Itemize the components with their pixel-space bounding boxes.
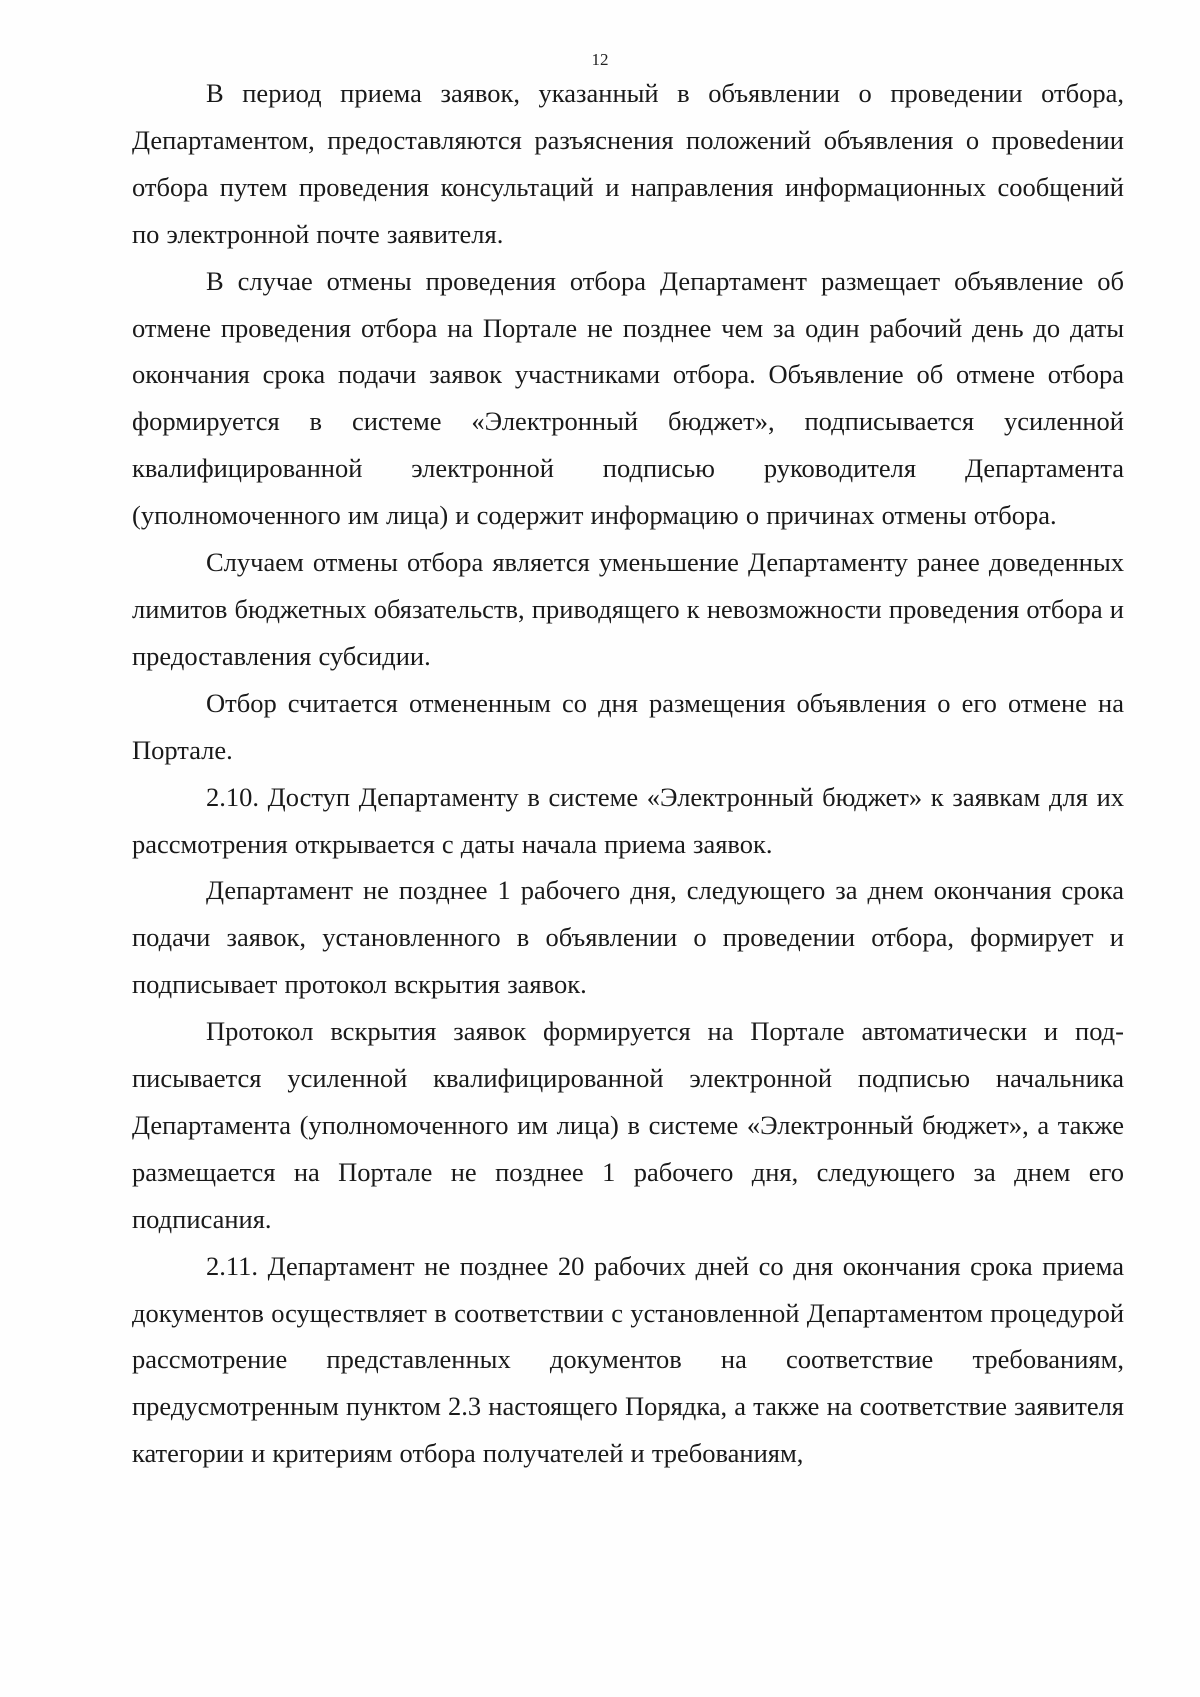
paragraph: В случае отмены проведения отбора Департамент размещает объявление об отмене проведения отбора на Портале не позднее чем за один рабочий день до даты окончания срока подачи заявок участниками отбора. Объявление об отмене отбора формируется в системе «Электронный бюджет», подписывается усиленной квалифицированной электронной подписью руководителя Департамента (уполномоченного им лица) и содержит информацию о причинах отмены отбора.: [132, 265, 1124, 531]
document-body: [132, 70, 1124, 1477]
paragraph: 2.10. Доступ Департаменту в системе «Электронный бюджет» к заявкам для их рассмотрения открывается с даты начала приема заявок.: [132, 781, 1124, 859]
paragraph: 2.11. Департамент не позднее 20 рабочих дней со дня окончания срока приема документов осуществляет в соответствии с установленной Департаментом процедурой рассмотрение представленных документов на соответствие требованиям, предусмотренным пунктом 2.3 настоящего Порядка, а также на соответствие заявителя категории и критериям отбора получателей и требованиям,: [132, 1250, 1124, 1469]
page-number: 12: [591, 50, 609, 69]
paragraph: Случаем отмены отбора является уменьшение Департаменту ранее доведенных лимитов бюджетных обязательств, приводящего к невозможности проведения отбора и предоставления субсидии.: [132, 547, 1124, 671]
paragraph: В период приема заявок, указанный в объявлении о проведении отбора, Департаментом, предоставляются разъяснения положений объявления о провеdении отбора путем проведения консультаций и направления информационных сообщений по электронной почте заявителя.: [132, 78, 1124, 249]
paragraph: Департамент не позднее 1 рабочего дня, следующего за днем окончания срока подачи заявок, установленного в объявлении о проведении отбора, формирует и подписывает протокол вскрытия заявок.: [132, 875, 1124, 1000]
paragraph: Отбор считается отмененным со дня размещения объявления о его отмене на Портале.: [132, 687, 1124, 765]
paragraph: Протокол вскрытия заявок формируется на Портале автоматически и подписывается усиленной квалифицированной электронной подписью начальника Департамента (уполномоченного им лица) в системе «Электронный бюджет», а также размещается на Портале не позднее 1 рабочего дня, следующего за днем его подписания.: [132, 1016, 1124, 1234]
